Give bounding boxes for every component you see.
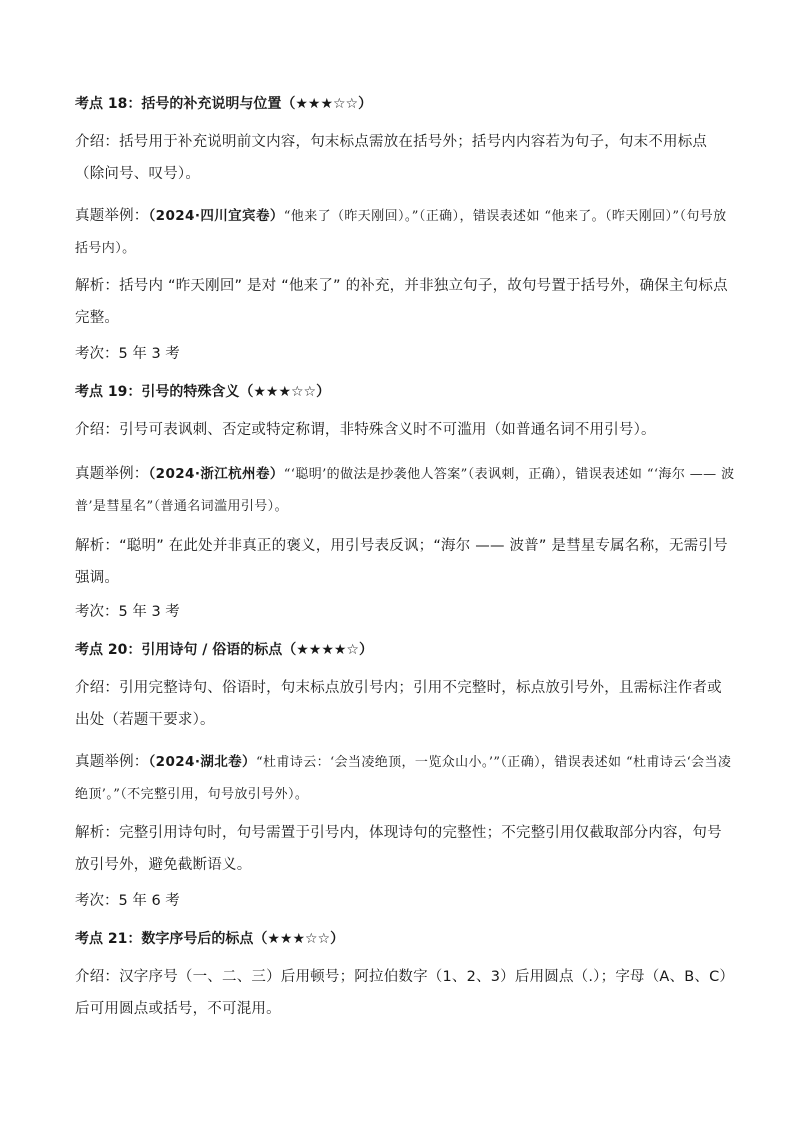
section-20-frequency: 考次：5 年 6 考 (75, 893, 180, 909)
section-19-example-text: “‘聪明’的做法是抄袭他人答案”（表讽刺，正确），错误表述如 “‘海尔 —— 波普’是彗星名”（普通名词滥用引号）。 (75, 467, 735, 514)
section-18-analysis: 解析：括号内 “昨天刚回” 是对 “他来了” 的补充，并非独立句子，故句号置于括号外，确保主句标点完整。 (75, 278, 728, 326)
section-18-example (75, 200, 735, 265)
section-20-example-label: 真题举例： (75, 754, 149, 770)
section-18-title: 考点 18：括号的补充说明与位置（★★★☆☆） (75, 96, 373, 112)
section-20-analysis: 解析：完整引用诗句时，句号需置于引号内，体现诗句的完整性；不完整引用仅截取部分内容，句号放引号外，避免截断语义。 (75, 825, 722, 873)
section-19-example-source: （2024·浙江杭州卷） (148, 466, 284, 482)
section-18-frequency: 考次：5 年 3 考 (75, 346, 180, 362)
section-20-example (75, 746, 735, 811)
section-18-intro: 介绍：括号用于补充说明前文内容，句末标点需放在括号外；括号内内容若为句子，句末不用标点（除问号、叹号）。 (75, 134, 708, 182)
section-18-example-text: “他来了（昨天刚回）。”（正确），错误表述如 “他来了。（昨天刚回）”（句号放括号内）。 (75, 209, 727, 256)
section-21-title: 考点 21：数字序号后的标点（★★★☆☆） (75, 931, 345, 947)
section-19-intro: 介绍：引号可表讽刺、否定或特定称谓，非特殊含义时不可滥用（如普通名词不用引号）。 (75, 422, 656, 438)
section-21-intro: 介绍：汉字序号（一、二、三）后用顿号；阿拉伯数字（1、2、3）后用圆点（.）；字母（A、B、C）后可用圆点或括号，不可混用。 (75, 969, 735, 1017)
section-20-title: 考点 20：引用诗句 / 俗语的标点（★★★★☆） (75, 642, 373, 658)
section-20-example-text: “杜甫诗云：‘会当凌绝顶，一览众山小。’”（正确），错误表述如 “杜甫诗云‘会当凌绝顶’。”（不完整引用，句号放引号外）。 (75, 755, 732, 802)
section-18-example-source: （2024·四川宜宾卷） (148, 208, 284, 224)
section-19-frequency: 考次：5 年 3 考 (75, 604, 180, 620)
section-19-example (75, 458, 735, 523)
section-19-analysis: 解析：“聪明” 在此处并非真正的褒义，用引号表反讽；“海尔 —— 波普” 是彗星专属名称，无需引号强调。 (75, 538, 728, 586)
section-19-example-label: 真题举例： (75, 466, 149, 482)
section-19-title: 考点 19：引号的特殊含义（★★★☆☆） (75, 384, 331, 400)
section-20-intro: 介绍：引用完整诗句、俗语时，句末标点放引号内；引用不完整时，标点放引号外，且需标注作者或出处（若题干要求）。 (75, 680, 722, 728)
section-18-example-label: 真题举例： (75, 208, 149, 224)
section-20-example-source: （2024·湖北卷） (148, 754, 256, 770)
